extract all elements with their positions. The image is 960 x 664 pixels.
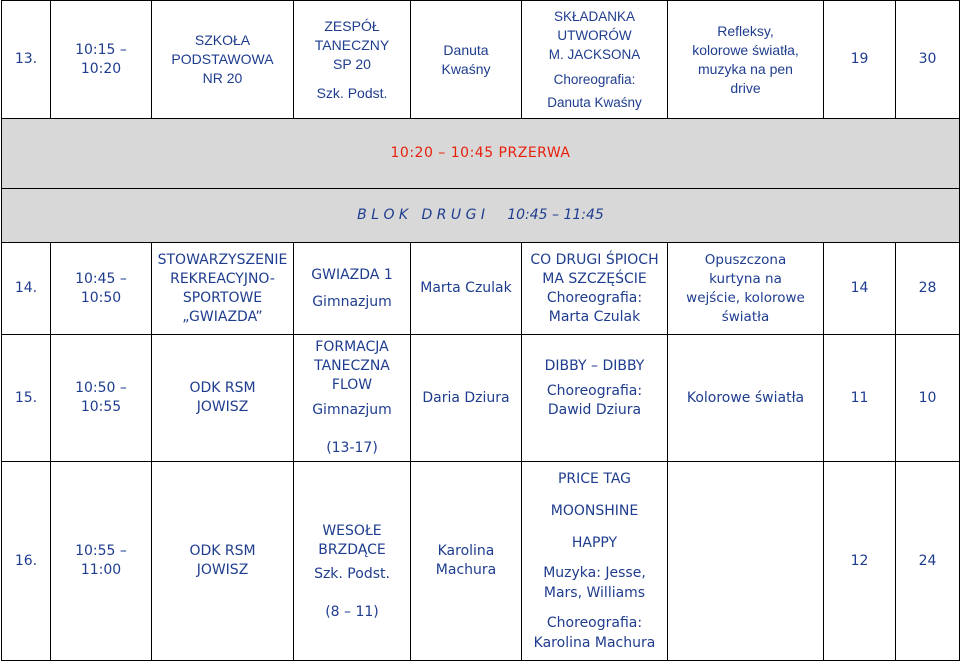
requirements-line: muzyka na pen xyxy=(698,60,793,77)
repertoire-cell xyxy=(522,1,668,119)
requirements-line: kurtyna na xyxy=(709,270,782,287)
repertoire-line: Mars, Williams xyxy=(543,585,646,601)
repertoire-line: MA SZCZĘŚCIE xyxy=(542,270,647,287)
entry-time: 10:55 – 11:00 xyxy=(51,462,152,661)
group-line: FLOW xyxy=(331,377,373,393)
school-line: REKREACYJNO- xyxy=(170,270,275,287)
requirements-line: drive xyxy=(730,79,761,96)
entry-time: 10:45 – 10:50 xyxy=(51,243,152,335)
group-cell xyxy=(294,462,411,661)
break-row xyxy=(2,119,960,189)
school-line: SPORTOWE xyxy=(182,289,263,306)
requirements-cell xyxy=(668,335,824,462)
school-line: SZKOŁA xyxy=(194,32,251,48)
repertoire-line: Choreografia: xyxy=(546,289,643,306)
schedule-table xyxy=(1,0,960,661)
entry-time: 10:50 – 10:55 xyxy=(51,335,152,462)
school-line: PODSTAWOWA xyxy=(171,51,274,67)
participants-count: 12 xyxy=(824,462,896,661)
repertoire-line: MOONSHINE xyxy=(550,503,639,519)
requirements-cell xyxy=(668,462,824,661)
repertoire-line: Dawid Dziura xyxy=(547,402,642,418)
school-cell xyxy=(152,243,294,335)
requirements-line: kolorowe światła, xyxy=(692,41,799,58)
age-count: 10 xyxy=(896,335,960,462)
table-row xyxy=(2,1,960,119)
repertoire-line: DIBBY – DIBBY xyxy=(544,358,645,374)
repertoire-line: Marta Czulak xyxy=(548,308,641,325)
group-line: WESOŁE xyxy=(322,523,382,539)
repertoire-line: Karolina Machura xyxy=(533,635,656,651)
repertoire-cell xyxy=(522,335,668,462)
instructor-line: Kwaśny xyxy=(441,60,491,77)
requirements-line: Opuszczona xyxy=(704,251,787,268)
school-line: ODK RSM xyxy=(189,543,256,559)
repertoire-line: Choreografia: xyxy=(553,72,636,87)
instructor-line: Danuta xyxy=(443,41,489,58)
participants-count: 19 xyxy=(824,1,896,119)
school-line: JOWISZ xyxy=(196,562,249,578)
entry-number: 15. xyxy=(2,335,51,462)
entry-number: 13. xyxy=(2,1,51,119)
age-count: 24 xyxy=(896,462,960,661)
participants-count: 14 xyxy=(824,243,896,335)
repertoire-line: SKŁADANKA xyxy=(553,9,636,24)
age-count: 28 xyxy=(896,243,960,335)
repertoire-line: PRICE TAG xyxy=(557,471,631,487)
group-gap xyxy=(297,420,407,439)
repertoire-line: Choreografia: xyxy=(546,383,643,399)
entry-number: 16. xyxy=(2,462,51,661)
group-line: BRZDĄCE xyxy=(318,542,386,558)
block-label xyxy=(2,189,960,243)
repertoire-line: Muzyka: Jesse, xyxy=(543,565,646,581)
instructor-line: Daria Dziura xyxy=(422,389,510,406)
school-line: „GWIAZDA” xyxy=(182,308,263,325)
table-row xyxy=(2,335,960,462)
group-line: (8 – 11) xyxy=(325,604,379,620)
repertoire-line: M. JACKSONA xyxy=(548,47,641,62)
instructor-line: Karolina xyxy=(437,543,495,559)
instructor-cell xyxy=(411,335,522,462)
group-line: TANECZNY xyxy=(314,36,390,53)
school-line: ODK RSM xyxy=(189,380,256,396)
group-line: Gimnazjum xyxy=(312,402,392,418)
entry-time: 10:15 – 10:20 xyxy=(51,1,152,119)
table-row xyxy=(2,462,960,661)
group-line: (13-17) xyxy=(326,440,378,456)
instructor-line: Marta Czulak xyxy=(420,280,512,296)
requirements-cell xyxy=(668,1,824,119)
entry-number: 14. xyxy=(2,243,51,335)
school-line: JOWISZ xyxy=(196,399,249,415)
group-line: Gimnazjum xyxy=(312,293,392,310)
school-line: STOWARZYSZENIE xyxy=(157,251,288,268)
repertoire-line: Choreografia: xyxy=(546,615,643,631)
group-cell xyxy=(294,243,411,335)
requirements-line: światła xyxy=(721,308,770,325)
group-line: Szk. Podst. xyxy=(316,84,388,101)
age-count: 30 xyxy=(896,1,960,119)
block-row xyxy=(2,189,960,243)
requirements-line: Kolorowe światła xyxy=(686,389,805,406)
requirements-cell xyxy=(668,243,824,335)
repertoire-line: HAPPY xyxy=(571,535,618,551)
school-cell xyxy=(152,1,294,119)
group-line: FORMACJA xyxy=(315,339,389,355)
group-cell xyxy=(294,335,411,462)
group-line: SP 20 xyxy=(333,55,371,72)
instructor-cell xyxy=(411,243,522,335)
repertoire-gap xyxy=(525,420,664,439)
instructor-cell xyxy=(411,462,522,661)
group-line: GWIAZDA 1 xyxy=(311,266,393,283)
repertoire-line: CO DRUGI ŚPIOCH xyxy=(530,251,659,268)
repertoire-line: UTWORÓW xyxy=(557,28,632,43)
requirements-line: Refleksy, xyxy=(717,22,774,39)
instructor-cell xyxy=(411,1,522,119)
block-text: B L O K D R U G I 10:45 – 11:45 xyxy=(357,207,604,223)
group-line: Szk. Podst. xyxy=(314,566,390,582)
repertoire-line: Danuta Kwaśny xyxy=(547,95,642,110)
participants-count: 11 xyxy=(824,335,896,462)
requirements-line: wejście, kolorowe xyxy=(686,289,805,306)
instructor-line: Machura xyxy=(435,562,497,578)
repertoire-cell xyxy=(522,243,668,335)
table-row xyxy=(2,243,960,335)
school-cell xyxy=(152,462,294,661)
group-cell xyxy=(294,1,411,119)
group-line: TANECZNA xyxy=(314,358,390,374)
group-gap xyxy=(297,584,407,603)
group-line: ZESPÓŁ xyxy=(324,17,380,34)
school-line: NR 20 xyxy=(202,70,243,86)
school-cell xyxy=(152,335,294,462)
break-label: 10:20 – 10:45 PRZERWA xyxy=(2,119,960,189)
repertoire-cell xyxy=(522,462,668,661)
